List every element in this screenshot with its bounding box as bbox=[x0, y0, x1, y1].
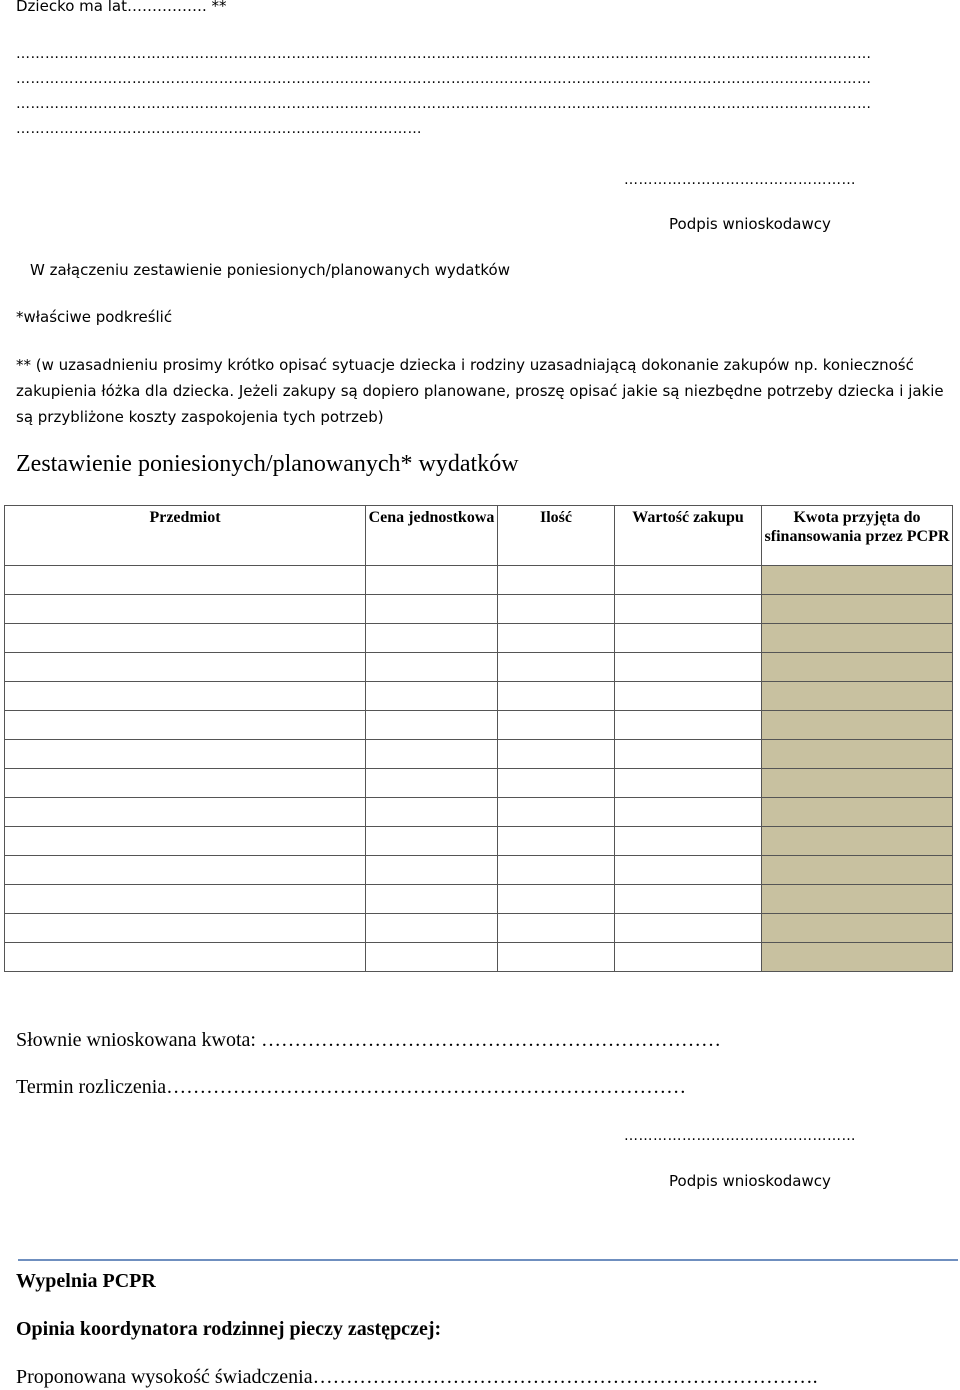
table-cell[interactable] bbox=[366, 885, 498, 914]
dotted-line: …………………………………………………………………………………………………………………………………………………………… bbox=[16, 71, 872, 87]
underline-note: *właściwe podkreślić bbox=[16, 308, 173, 326]
table-cell[interactable] bbox=[762, 653, 953, 682]
table-cell[interactable] bbox=[366, 769, 498, 798]
table-cell[interactable] bbox=[498, 856, 615, 885]
table-cell[interactable] bbox=[366, 914, 498, 943]
table-cell[interactable] bbox=[615, 653, 762, 682]
table-cell[interactable] bbox=[762, 682, 953, 711]
table-cell[interactable] bbox=[498, 595, 615, 624]
coordinator-opinion: Opinia koordynatora rodzinnej pieczy zastępczej: bbox=[16, 1318, 442, 1340]
table-cell[interactable] bbox=[615, 566, 762, 595]
table-cell[interactable] bbox=[498, 827, 615, 856]
header-pcpr-amount: Kwota przyjęta do sfinansowania przez PCPR bbox=[762, 506, 953, 566]
table-cell[interactable] bbox=[366, 740, 498, 769]
table-cell[interactable] bbox=[5, 798, 366, 827]
table-row bbox=[5, 856, 953, 885]
table-cell[interactable] bbox=[615, 827, 762, 856]
pcpr-section-title: Wypelnia PCPR bbox=[16, 1270, 156, 1292]
table-cell[interactable] bbox=[762, 856, 953, 885]
table-cell[interactable] bbox=[5, 566, 366, 595]
table-cell[interactable] bbox=[615, 595, 762, 624]
table-row bbox=[5, 566, 953, 595]
justification-note: ** (w uzasadnieniu prosimy krótko opisać sytuacje dziecka i rodziny uzasadniającą dokonanie zakupów np. konieczność zakupienia łóżka dla dziecka. Jeżeli zakupy są dopiero planowane, proszę opisać jakie są niezbędne potrzeby dziecka i jakie są przybliżone koszty zaspokojenia tych potrzeb) bbox=[16, 356, 944, 426]
table-cell[interactable] bbox=[498, 740, 615, 769]
table-row bbox=[5, 711, 953, 740]
table-cell[interactable] bbox=[762, 798, 953, 827]
table-cell[interactable] bbox=[615, 682, 762, 711]
dotted-line: …………………………………………………………………………………………………………………………………………………………… bbox=[16, 46, 872, 62]
table-cell[interactable] bbox=[498, 914, 615, 943]
table-cell[interactable] bbox=[498, 566, 615, 595]
signature-label: Podpis wnioskodawcy bbox=[669, 1172, 831, 1190]
table-cell[interactable] bbox=[498, 711, 615, 740]
table-row bbox=[5, 943, 953, 972]
table-title: Zestawienie poniesionych/planowanych* wydatków bbox=[16, 451, 519, 477]
table-row bbox=[5, 740, 953, 769]
table-cell[interactable] bbox=[5, 914, 366, 943]
table-cell[interactable] bbox=[762, 943, 953, 972]
table-cell[interactable] bbox=[615, 769, 762, 798]
table-cell[interactable] bbox=[5, 682, 366, 711]
header-unit-price: Cena jednostkowa bbox=[366, 506, 498, 566]
table-cell[interactable] bbox=[762, 885, 953, 914]
table-cell[interactable] bbox=[615, 856, 762, 885]
settlement-deadline: Termin rozliczenia…………………………………………………………………… bbox=[16, 1076, 687, 1098]
table-cell[interactable] bbox=[498, 624, 615, 653]
table-cell[interactable] bbox=[5, 595, 366, 624]
table-row bbox=[5, 682, 953, 711]
proposed-benefit: Proponowana wysokość świadczenia…………………………………………………………………. bbox=[16, 1366, 818, 1388]
signature-label: Podpis wnioskodawcy bbox=[669, 215, 831, 233]
dotted-line: …………………………………………………………………………………………………………………………………………………………… bbox=[16, 96, 872, 112]
table-cell[interactable] bbox=[366, 943, 498, 972]
table-cell[interactable] bbox=[498, 943, 615, 972]
table-cell[interactable] bbox=[366, 595, 498, 624]
table-cell[interactable] bbox=[762, 711, 953, 740]
table-cell[interactable] bbox=[762, 566, 953, 595]
table-row bbox=[5, 769, 953, 798]
table-cell[interactable] bbox=[615, 914, 762, 943]
table-cell[interactable] bbox=[615, 885, 762, 914]
table-row bbox=[5, 885, 953, 914]
amount-in-words: Słownie wnioskowana kwota: …………………………………………………………… bbox=[16, 1029, 721, 1051]
table-cell[interactable] bbox=[5, 653, 366, 682]
table-cell[interactable] bbox=[615, 740, 762, 769]
table-cell[interactable] bbox=[5, 827, 366, 856]
table-cell[interactable] bbox=[366, 653, 498, 682]
table-cell[interactable] bbox=[762, 769, 953, 798]
table-cell[interactable] bbox=[366, 624, 498, 653]
child-age-line: Dziecko ma lat……………. ** bbox=[16, 0, 227, 15]
table-cell[interactable] bbox=[5, 740, 366, 769]
table-cell[interactable] bbox=[5, 624, 366, 653]
table-cell[interactable] bbox=[615, 943, 762, 972]
table-cell[interactable] bbox=[366, 711, 498, 740]
table-cell[interactable] bbox=[5, 856, 366, 885]
attachment-note: W załączeniu zestawienie poniesionych/planowanych wydatków bbox=[30, 261, 510, 279]
table-cell[interactable] bbox=[498, 653, 615, 682]
header-item: Przedmiot bbox=[5, 506, 366, 566]
table-cell[interactable] bbox=[615, 624, 762, 653]
table-row bbox=[5, 827, 953, 856]
table-cell[interactable] bbox=[498, 798, 615, 827]
table-cell[interactable] bbox=[498, 769, 615, 798]
header-quantity: Ilość bbox=[498, 506, 615, 566]
expenses-table bbox=[4, 505, 953, 972]
table-cell[interactable] bbox=[5, 943, 366, 972]
table-row bbox=[5, 624, 953, 653]
table-header-row bbox=[5, 506, 953, 566]
table-cell[interactable] bbox=[366, 566, 498, 595]
table-cell[interactable] bbox=[366, 798, 498, 827]
table-cell[interactable] bbox=[762, 595, 953, 624]
table-cell[interactable] bbox=[615, 711, 762, 740]
dotted-line: ………………………………………………………………………… bbox=[16, 121, 422, 137]
table-row bbox=[5, 798, 953, 827]
table-cell[interactable] bbox=[5, 711, 366, 740]
table-row bbox=[5, 914, 953, 943]
table-cell[interactable] bbox=[366, 827, 498, 856]
table-cell[interactable] bbox=[762, 624, 953, 653]
table-cell[interactable] bbox=[366, 682, 498, 711]
table-row bbox=[5, 595, 953, 624]
signature-dots: ………………………………………… bbox=[624, 172, 856, 188]
table-cell[interactable] bbox=[498, 885, 615, 914]
table-cell[interactable] bbox=[498, 682, 615, 711]
table-cell[interactable] bbox=[5, 769, 366, 798]
signature-dots: ………………………………………… bbox=[624, 1128, 856, 1144]
table-cell[interactable] bbox=[615, 798, 762, 827]
table-cell[interactable] bbox=[5, 885, 366, 914]
table-cell[interactable] bbox=[762, 827, 953, 856]
table-cell[interactable] bbox=[762, 740, 953, 769]
table-cell[interactable] bbox=[762, 914, 953, 943]
table-cell[interactable] bbox=[366, 856, 498, 885]
section-divider bbox=[18, 1259, 958, 1261]
header-purchase-value: Wartość zakupu bbox=[615, 506, 762, 566]
table-row bbox=[5, 653, 953, 682]
